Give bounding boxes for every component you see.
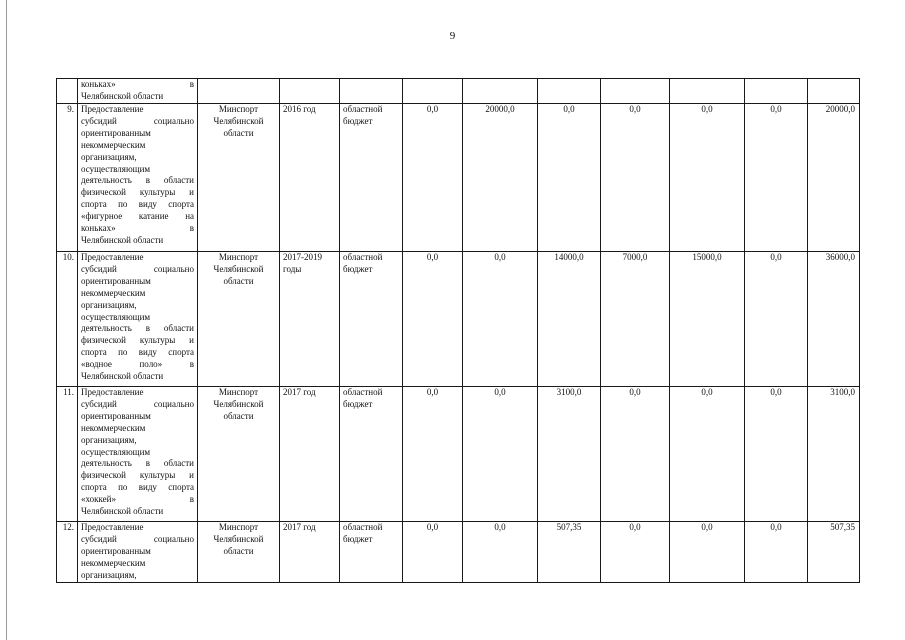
cell-executor: Минспорт Челябинской области — [198, 104, 280, 252]
cell-value: 0,0 — [463, 522, 538, 583]
desc-line: коньках» в — [81, 79, 194, 89]
cell-source: областной бюджет — [340, 104, 403, 252]
cell-value: 0,0 — [403, 252, 463, 387]
desc-line: Предоставление — [81, 252, 144, 262]
cell-value: 0,0 — [463, 252, 538, 387]
cell-num: 11. — [57, 387, 78, 522]
table-row — [57, 252, 860, 387]
desc-line: осуществляющим — [81, 311, 151, 322]
cell-value: 0,0 — [463, 387, 538, 522]
cell-value: 0,0 — [403, 522, 463, 583]
cell-executor — [198, 79, 280, 104]
table-row — [57, 387, 860, 522]
cell-value: 0,0 — [670, 104, 745, 252]
desc-line: спорта по виду спорта — [81, 482, 194, 493]
desc-line: некоммерческим — [81, 139, 146, 150]
cell-value: 20000,0 — [463, 104, 538, 252]
table-row — [57, 104, 860, 252]
desc-line: Челябинской области — [81, 371, 164, 382]
cell-value: 0,0 — [601, 104, 670, 252]
cell-value: 0,0 — [745, 252, 808, 387]
cell-period — [280, 79, 340, 104]
cell-num: 12. — [57, 522, 78, 583]
cell-value: 15000,0 — [670, 252, 745, 387]
desc-line: ориентированным — [81, 545, 151, 556]
table-row — [57, 522, 860, 583]
cell-value: 0,0 — [745, 522, 808, 583]
cell-value: 14000,0 — [538, 252, 601, 387]
cell-value: 0,0 — [403, 387, 463, 522]
cell-period: 2016 год — [280, 104, 340, 252]
desc-line: Предоставление — [81, 522, 144, 532]
desc-line: субсидий социально — [81, 533, 194, 544]
cell-value — [745, 79, 808, 104]
cell-num: 10. — [57, 252, 78, 387]
desc-line: некоммерческим — [81, 557, 146, 568]
page-number: 9 — [449, 30, 456, 42]
desc-line: Челябинской области — [81, 90, 164, 101]
desc-line: физической культуры и — [81, 335, 194, 346]
desc-line: некоммерческим — [81, 422, 146, 433]
cell-value: 507,35 — [538, 522, 601, 583]
cell-value: 0,0 — [670, 522, 745, 583]
budget-table — [56, 78, 860, 583]
desc-line: организациям, — [81, 434, 137, 445]
desc-line: деятельность в области — [81, 458, 194, 469]
desc-line: физической культуры и — [81, 187, 194, 198]
cell-total — [808, 79, 860, 104]
cell-source: областной бюджет — [340, 522, 403, 583]
desc-line: ориентированным — [81, 275, 151, 286]
cell-value: 0,0 — [601, 387, 670, 522]
desc-line: деятельность в области — [81, 175, 194, 186]
cell-description — [78, 79, 198, 104]
desc-line: «хоккей» в — [81, 494, 194, 505]
cell-value — [601, 79, 670, 104]
desc-line: деятельность в области — [81, 323, 194, 334]
desc-line: ориентированным — [81, 410, 151, 421]
cell-value: 0,0 — [538, 104, 601, 252]
desc-line: Челябинской области — [81, 506, 164, 517]
cell-value — [403, 79, 463, 104]
desc-line: Предоставление — [81, 387, 144, 397]
desc-line: организациям, — [81, 569, 137, 580]
cell-value: 0,0 — [745, 387, 808, 522]
cell-value: 0,0 — [745, 104, 808, 252]
cell-value: 0,0 — [403, 104, 463, 252]
cell-value: 0,0 — [670, 387, 745, 522]
desc-line: Челябинской области — [81, 234, 164, 245]
desc-line: ориентированным — [81, 127, 151, 138]
cell-total: 3100,0 — [808, 387, 860, 522]
cell-value — [538, 79, 601, 104]
desc-line: субсидий социально — [81, 398, 194, 409]
cell-period: 2017 год — [280, 387, 340, 522]
desc-line: Предоставление — [81, 104, 144, 114]
cell-source: областной бюджет — [340, 387, 403, 522]
desc-line: спорта по виду спорта — [81, 347, 194, 358]
desc-line: субсидий социально — [81, 263, 194, 274]
cell-value: 7000,0 — [601, 252, 670, 387]
scan-edge-line — [6, 0, 7, 640]
cell-value — [463, 79, 538, 104]
cell-total: 36000,0 — [808, 252, 860, 387]
desc-line: коньках» в — [81, 223, 194, 234]
cell-source: областной бюджет — [340, 252, 403, 387]
cell-executor: Минспорт Челябинской области — [198, 522, 280, 583]
table-row-continued — [57, 79, 860, 104]
desc-line: спорта по виду спорта — [81, 199, 194, 210]
cell-executor: Минспорт Челябинской области — [198, 387, 280, 522]
desc-line: «фигурное катание на — [81, 211, 194, 222]
cell-description — [78, 104, 198, 252]
cell-total: 507,35 — [808, 522, 860, 583]
desc-line: физической культуры и — [81, 470, 194, 481]
cell-total: 20000,0 — [808, 104, 860, 252]
desc-line: организациям, — [81, 299, 137, 310]
cell-description — [78, 252, 198, 387]
cell-period: 2017 год — [280, 522, 340, 583]
cell-description — [78, 522, 198, 583]
cell-num — [57, 79, 78, 104]
cell-value — [670, 79, 745, 104]
cell-num: 9. — [57, 104, 78, 252]
desc-line: субсидий социально — [81, 115, 194, 126]
cell-period: 2017-2019 годы — [280, 252, 340, 387]
desc-line: осуществляющим — [81, 446, 151, 457]
desc-line: «водное поло» в — [81, 359, 194, 370]
desc-line: осуществляющим — [81, 163, 151, 174]
cell-value: 0,0 — [601, 522, 670, 583]
desc-line: некоммерческим — [81, 287, 146, 298]
cell-value: 3100,0 — [538, 387, 601, 522]
cell-description — [78, 387, 198, 522]
cell-source — [340, 79, 403, 104]
cell-executor: Минспорт Челябинской области — [198, 252, 280, 387]
desc-line: организациям, — [81, 151, 137, 162]
